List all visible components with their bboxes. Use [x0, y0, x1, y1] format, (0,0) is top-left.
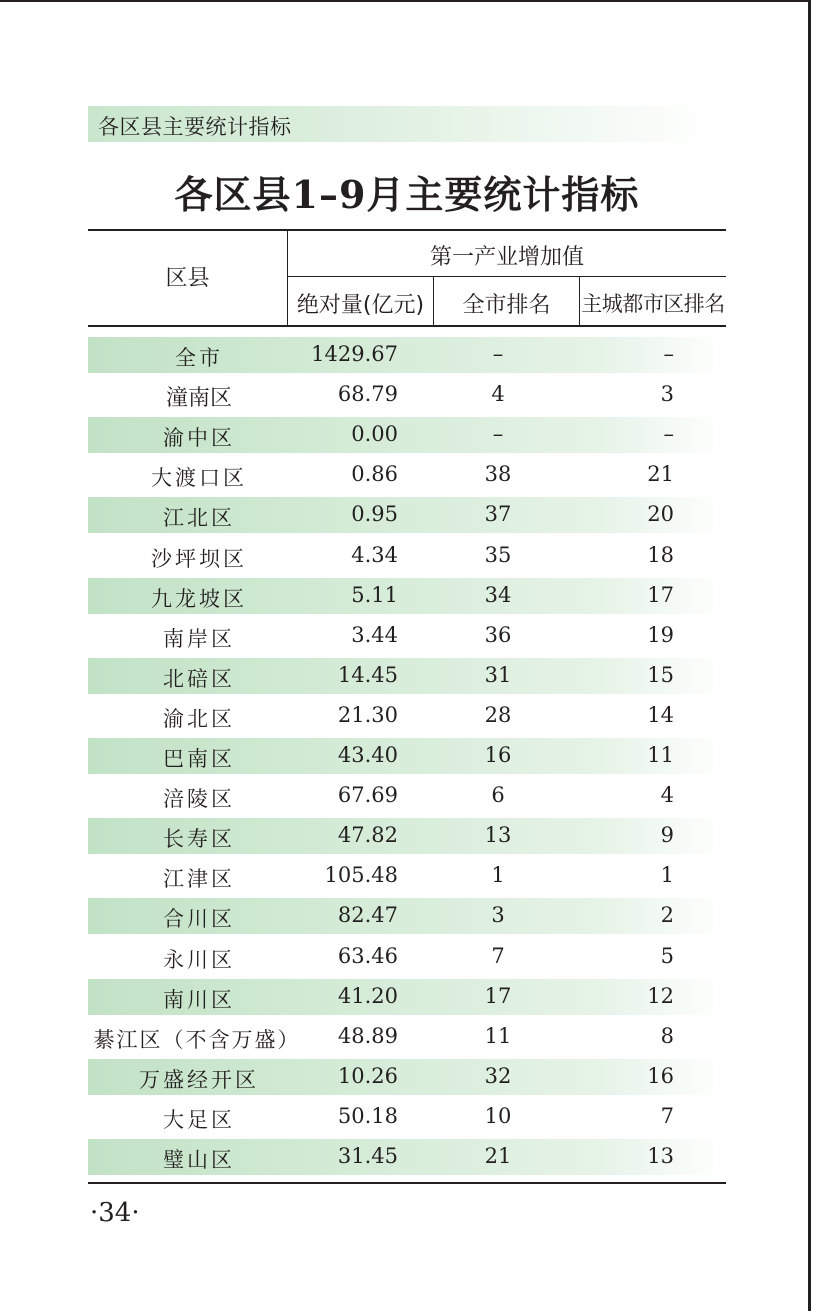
absolute-value: 47.82: [337, 823, 398, 848]
header-absolute: 绝对量(亿元): [296, 293, 425, 318]
district-name: 全市: [175, 346, 223, 370]
header-main-urban-rank: 主城都市区排名: [581, 292, 725, 316]
district-name: 渝北区: [163, 706, 235, 731]
main-urban-rank: 12: [647, 983, 674, 1008]
header-city-rank: 全市排名: [462, 293, 551, 318]
table-row: [88, 578, 726, 614]
main-urban-rank: 7: [660, 1103, 674, 1128]
district-name: 长寿区: [163, 827, 235, 852]
table-row: [88, 337, 726, 373]
table-row: [88, 818, 726, 854]
table-row: [88, 979, 726, 1015]
main-urban-rank: 2: [660, 903, 674, 928]
section-banner: [88, 106, 718, 142]
district-name: 永川区: [163, 947, 235, 972]
district-name: 潼南区: [165, 386, 232, 412]
table-row: [88, 698, 726, 734]
absolute-value: 41.20: [337, 983, 398, 1008]
absolute-value: 14.45: [337, 662, 398, 687]
district-name: 巴南区: [163, 747, 235, 771]
district-name: 万盛经开区: [139, 1067, 259, 1092]
main-urban-rank: 11: [647, 743, 674, 767]
absolute-value: 3.44: [351, 622, 398, 647]
district-name: 大渡口区: [151, 466, 247, 491]
page-title: 各区县1–9月主要统计指标: [174, 172, 640, 217]
city-rank: 32: [484, 1063, 512, 1088]
main-urban-rank: 1: [660, 863, 674, 888]
section-label: 各区县主要统计指标: [98, 115, 292, 139]
district-name: 大足区: [163, 1107, 235, 1132]
city-rank: 28: [484, 702, 512, 727]
header-district: 区县: [165, 266, 210, 291]
district-name: 沙坪坝区: [151, 546, 247, 571]
district-name: 南川区: [163, 987, 235, 1012]
header-group: 第一产业增加值: [429, 245, 584, 270]
city-rank: –: [492, 342, 504, 366]
main-urban-rank: 17: [647, 582, 674, 607]
page-border-right: [808, 0, 811, 1311]
page-number: ·34·: [90, 1198, 140, 1228]
city-rank: 6: [491, 783, 505, 808]
district-name: 江津区: [163, 867, 235, 892]
group-header-rule: [287, 276, 726, 277]
main-urban-rank: 21: [647, 462, 674, 487]
absolute-value: 0.95: [351, 502, 398, 527]
absolute-value: 105.48: [324, 863, 398, 888]
absolute-value: 67.69: [337, 783, 398, 808]
city-rank: 1: [491, 863, 505, 888]
table-row: [88, 1019, 726, 1055]
main-urban-rank: 5: [660, 943, 674, 968]
main-urban-rank: 13: [647, 1144, 674, 1168]
city-rank: 7: [491, 943, 505, 968]
table-row: [88, 457, 726, 493]
district-name: 合川区: [163, 907, 235, 932]
table-row: [88, 377, 726, 413]
district-name: 璧山区: [163, 1148, 235, 1172]
city-rank: 36: [484, 622, 512, 647]
table-row: [88, 1099, 726, 1135]
main-urban-rank: 9: [660, 823, 674, 848]
district-name: 涪陵区: [163, 787, 235, 812]
page-border-top: [0, 0, 810, 2]
absolute-value: 82.47: [337, 903, 398, 928]
city-rank: 16: [484, 743, 512, 767]
header-bottom-rule: [88, 325, 726, 327]
main-urban-rank: 14: [647, 702, 674, 727]
absolute-value: 63.46: [337, 943, 398, 968]
district-name: 南岸区: [163, 626, 235, 651]
table-row: [88, 1059, 726, 1095]
city-rank: 35: [484, 542, 512, 567]
absolute-value: 1429.67: [311, 342, 398, 366]
district-name: 綦江区（不含万盛）: [93, 1027, 301, 1052]
table-row: [88, 1139, 726, 1175]
table-top-rule: [88, 229, 726, 231]
city-rank: 21: [484, 1144, 512, 1168]
table-row: [88, 738, 726, 774]
city-rank: 11: [484, 1023, 512, 1048]
city-rank: 13: [484, 823, 512, 848]
absolute-value: 50.18: [337, 1103, 398, 1128]
table-row: [88, 939, 726, 975]
absolute-value: 21.30: [337, 702, 398, 727]
absolute-value: 43.40: [337, 743, 398, 767]
city-rank: –: [492, 422, 504, 447]
table-bottom-rule: [88, 1182, 726, 1184]
table-row: [88, 417, 726, 453]
district-name: 北碚区: [163, 666, 235, 691]
table-row: [88, 778, 726, 814]
city-rank: 10: [484, 1103, 512, 1128]
district-name: 渝中区: [163, 426, 235, 451]
main-urban-rank: –: [663, 422, 674, 447]
main-urban-rank: 16: [647, 1063, 674, 1088]
main-urban-rank: 19: [647, 622, 674, 647]
city-rank: 3: [491, 903, 505, 928]
city-rank: 31: [484, 662, 512, 687]
absolute-value: 5.11: [351, 582, 398, 607]
district-name: 江北区: [163, 506, 235, 531]
main-urban-rank: 18: [647, 542, 674, 567]
absolute-value: 0.86: [351, 462, 398, 487]
main-urban-rank: 8: [660, 1023, 674, 1048]
absolute-value: 10.26: [337, 1063, 398, 1088]
city-rank: 37: [484, 502, 512, 527]
absolute-value: 31.45: [337, 1144, 398, 1168]
table-row: [88, 898, 726, 934]
table-row: [88, 658, 726, 694]
absolute-value: 4.34: [351, 542, 398, 567]
main-urban-rank: –: [663, 342, 674, 366]
district-name: 九龙坡区: [151, 586, 247, 611]
city-rank: 38: [484, 462, 512, 487]
main-urban-rank: 3: [660, 382, 674, 407]
table-row: [88, 858, 726, 894]
absolute-value: 48.89: [337, 1023, 398, 1048]
city-rank: 34: [484, 582, 512, 607]
city-rank: 4: [491, 382, 505, 407]
main-urban-rank: 4: [660, 783, 674, 808]
main-urban-rank: 20: [647, 502, 674, 527]
absolute-value: 68.79: [337, 382, 398, 407]
main-urban-rank: 15: [647, 662, 674, 687]
table-row: [88, 497, 726, 533]
table-row: [88, 618, 726, 654]
absolute-value: 0.00: [351, 422, 398, 447]
table-row: [88, 538, 726, 574]
city-rank: 17: [484, 983, 512, 1008]
